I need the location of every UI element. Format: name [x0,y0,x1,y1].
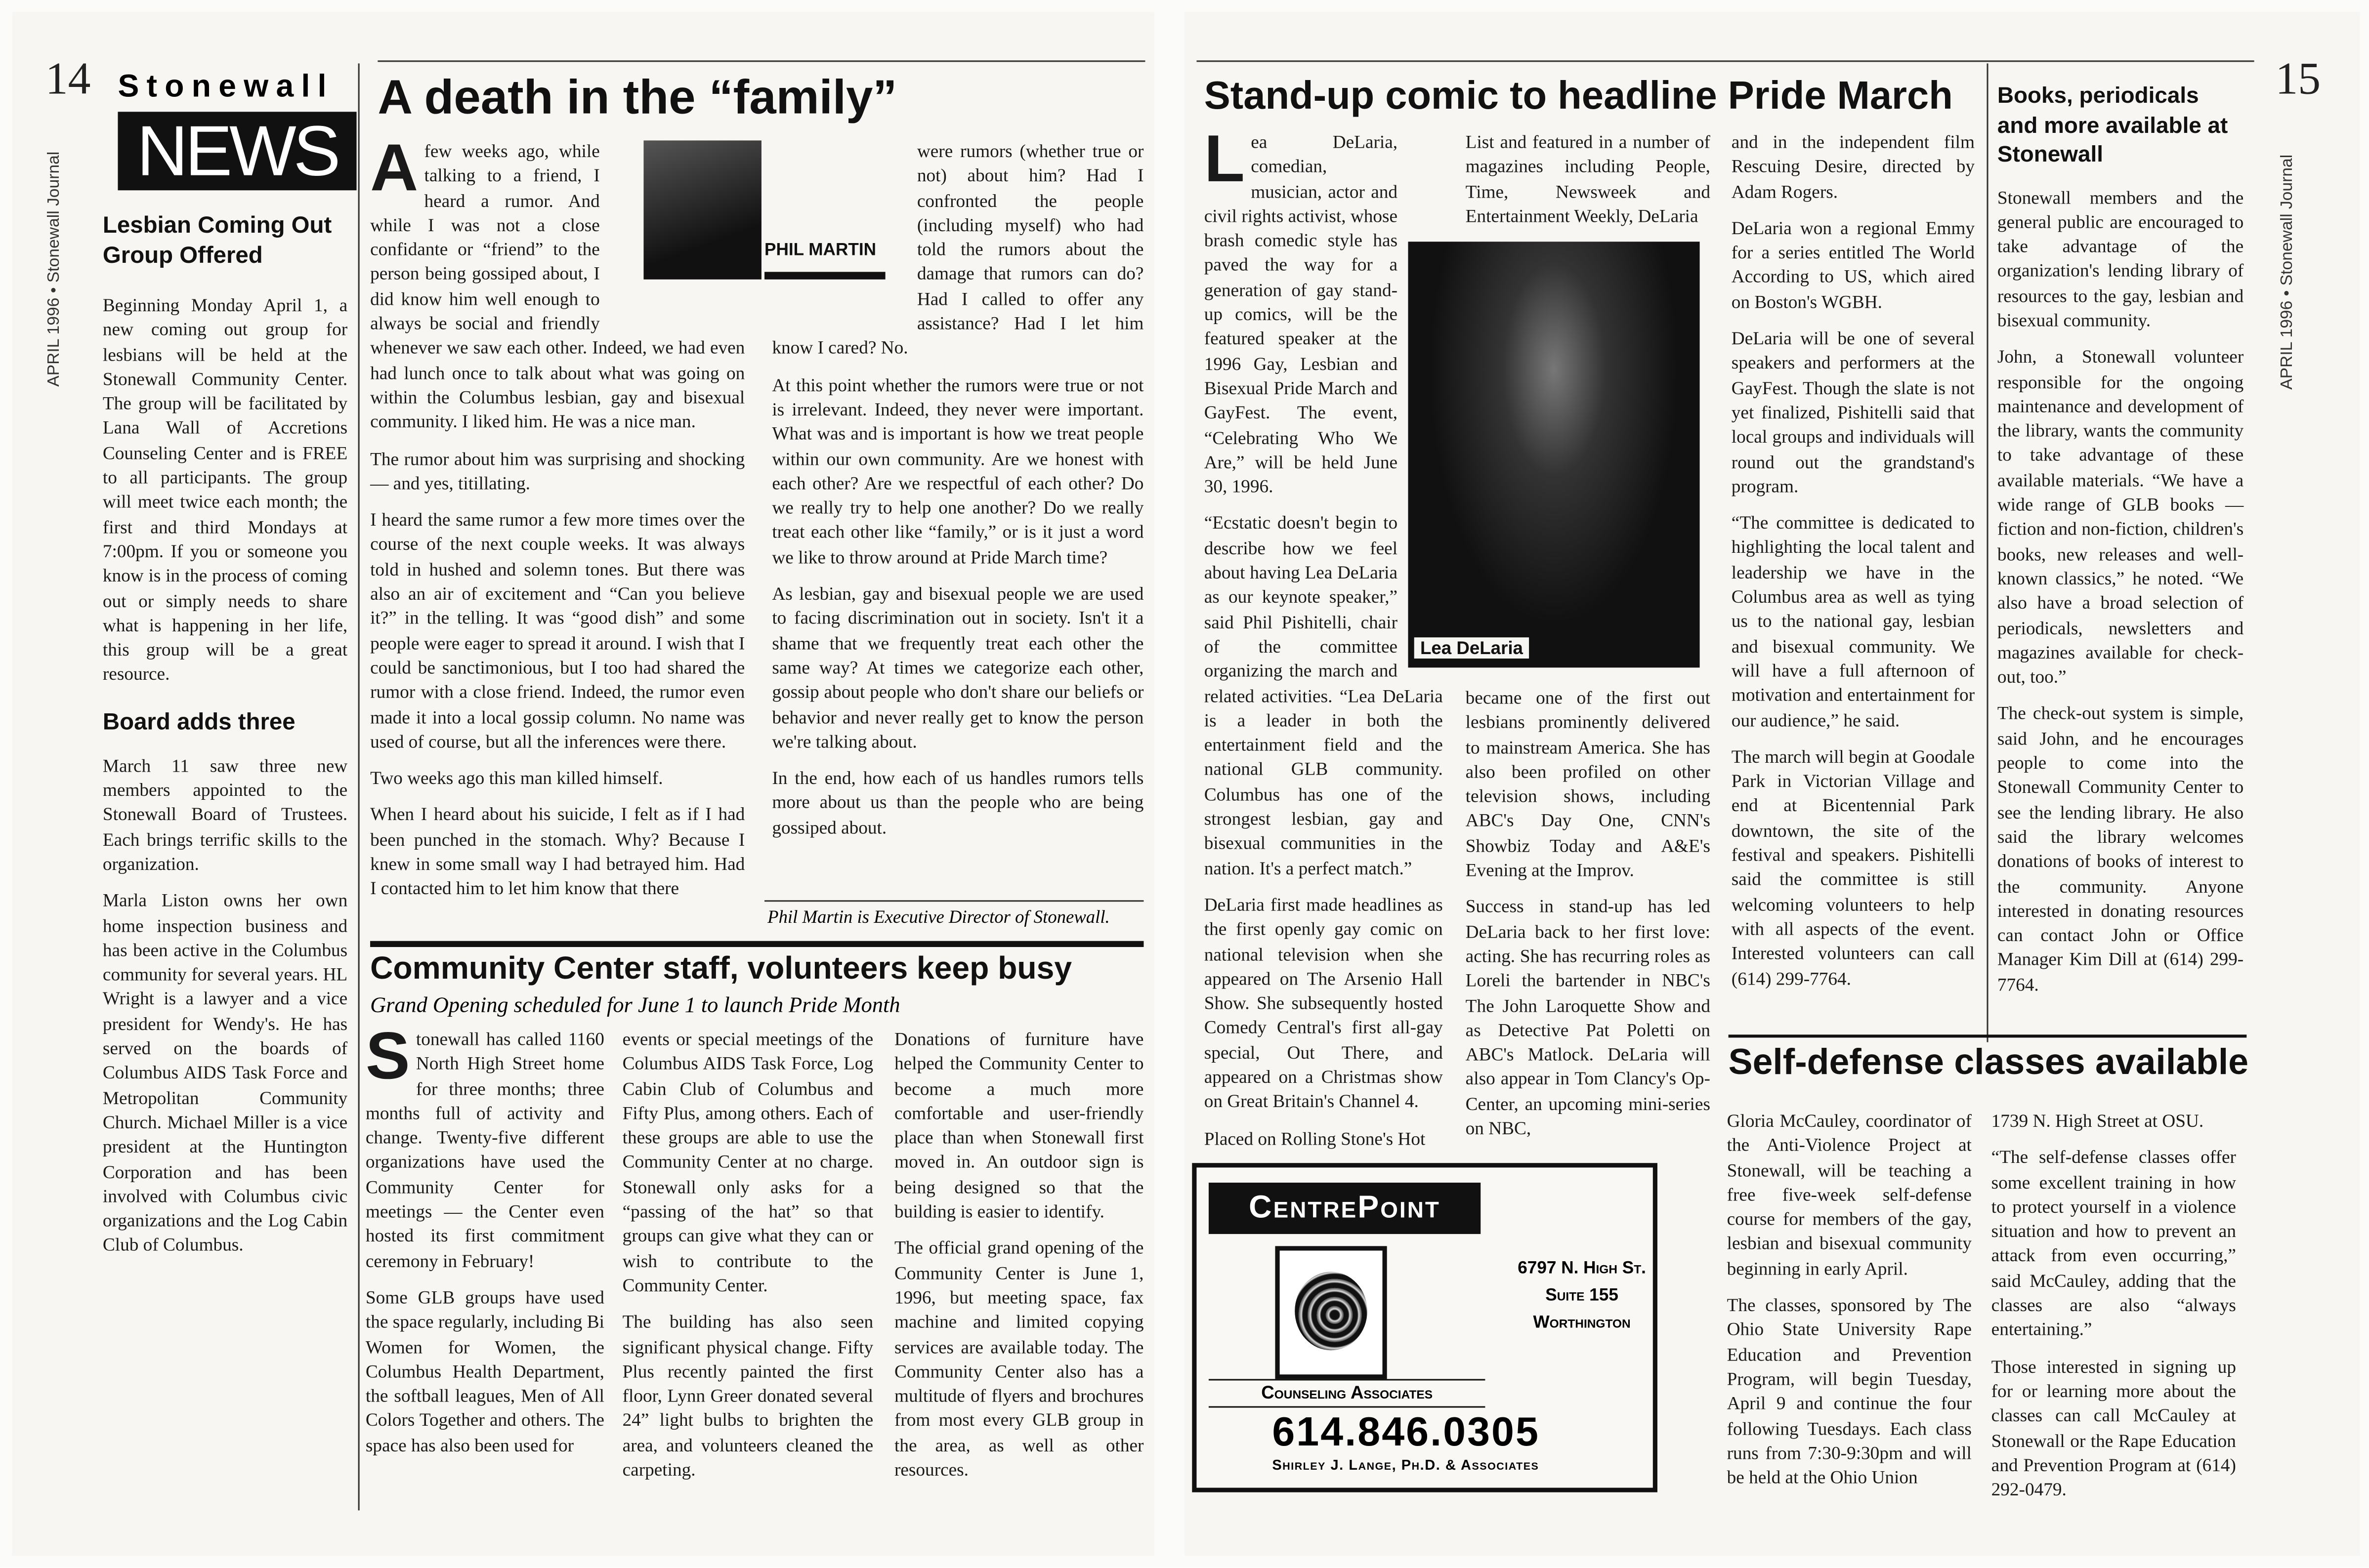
paragraph: became one of the first out lesbians prominently delivered to mainstream America. She has also been profiled on other television shows, including ABC's Day One, CNN's Showbiz Today and A&E's Evening at the Improv. [1465,687,1710,881]
paragraphs [1466,686,1710,1141]
paragraph: The march will begin at Goodale Park in Victorian Village and end at Bicentennial Park downtown, the site of the festival and speakers. Pishitelli said the committee is still welcoming volunteers to help with all aspects of the event. Interested volunteers can call (614) 299-7764. [1731,745,1975,989]
top-rule [378,60,1145,62]
ad-tagline: Counseling Associates [1261,1382,1433,1403]
centrepoint-ad[interactable] [1192,1163,1657,1492]
ad-address [1506,1255,1657,1337]
paragraphs [1466,130,1710,228]
column-divider [358,63,360,1510]
paragraphs [1732,130,1975,990]
paragraph: DeLaria won a regional Emmy for a series entitled The World According to US, which aired on Boston's WGBH. [1731,217,1975,313]
article-column [772,139,1143,852]
ad-phone[interactable]: 614.846.0305 [1272,1409,1540,1455]
paragraph: List and featured in a number of magazines including People, Time, Newsweek and Entertainment Weekly, DeLaria [1465,131,1710,227]
paragraph: I heard the same rumor a few more times over the course of the next couple weeks. It was always told in hushed and solemn tones. But there was also an air of excitement and “Can you believe it?” in the telling. It was “good dish” and some people were eager to spread it around. I wish that I could be sanctimonious, but I too had shared the rumor with a close friend. Indeed, the rumor even made it into a local gossip column. No name was used of course, but all the inferences were there. [370,509,745,752]
article-column [1732,130,1975,1003]
photo-caption: PHIL MARTIN [764,242,877,260]
byline: Phil Martin is Executive Director of Stonewall. [767,906,1110,928]
article-column [894,1027,1143,1494]
paragraph: Beginning Monday April 1, a new coming out group for lesbians will be held at the Stonewall Community Center. The group will be facilitated by Lana Wall of Accretions Counseling Center and is FREE to all participants. The group will meet twice each month; the first and third Mondays at 7:00pm. If you or someone you know is in the process of coming out or simply needs to share what is happening in her life, this group will be a great resource. [102,294,348,685]
paragraph: The official grand opening of the Community Center is June 1, 1996, but meeting space, fax machine and limited copying services are available today. The Community Center also has a multitude of flyers and brochures from most every GLB group in the area, as well as other resources. [894,1238,1144,1481]
article-headline: Stand-up comic to headline Pride March [1204,72,1953,118]
paragraph: In the end, how each of us handles rumors tells more about us than the people who are being gossiped about. [772,767,1144,838]
sidebar [1997,82,2243,1009]
paragraph: When I heard about his suicide, I felt as if I had been punched in the stomach. Why? Because I knew in some small way I had betrayed him. Had I contacted him to let him know that there [370,804,745,900]
paragraphs [103,753,347,1258]
shell-logo-icon [1275,1246,1387,1379]
article-column [1727,1109,1972,1502]
paragraph: Placed on Rolling Stone's Hot [1204,1127,1426,1149]
section-rule [370,941,1143,947]
ad-address-line: Worthington [1533,1314,1631,1332]
paragraph: The building has also seen significant physical change. Fifty Plus recently painted the first floor, Lynn Greer donated several 24” light bulbs to brighten the area, and volunteers cleaned the carpeting. [622,1311,874,1481]
paragraph: were rumors (whether true or not) about him? Had I confronted the people (including myself) who had told the rumors about the damage that rumors can do? Had I called to offer any assistance? Had I let him know I cared? No. [772,140,1144,359]
paragraph: DeLaria first made headlines as the first openly gay comic on national television when she appeared on The Arsenio Hall Show. She subsequently hosted Comedy Central's first all-gay special, Out There, and appeared on a Christmas show on Great Britain's Channel 4. [1204,894,1443,1113]
top-rule [1196,60,2254,62]
lea-delaria-photo [1408,242,1699,667]
paragraph: Lea DeLaria, comedian, musician, actor and civil rights activist, whose brash comedic style has paved the way for a generation of gay stand-up comics, will be the featured speaker at the 1996 Gay, Lesbian and Bisexual Pride March and GayFest. The event, “Celebrating Who We Are,” will be held June 30, 1996. [1204,122,1398,497]
paragraph: Gloria McCauley, coordinator of the Anti-Violence Project at Stonewall, will be teaching a free five-week self-defense course for members of the gay, lesbian and bisexual community beginning in early April. [1727,1110,1972,1279]
photo-caption: Lea DeLaria [1414,637,1529,659]
ad-brand: CentrePoint [1209,1183,1481,1234]
article-column [1466,130,1710,241]
paragraph: John, a Stonewall volunteer responsible for the ongoing maintenance and development of the library, wants the community to take advantage of these available materials. “We have a wide range of GLB books — fiction and non-fiction, children's books, new releases and well-known classics,” he noted. “We also have a broad selection of periodicals, newsletters and magazines available for check-out, too.” [1997,346,2244,688]
paragraph: Some GLB groups have used the space regularly, including Bi Women for Women, the Columbus Health Department, the softball leagues, Men of All Colors Together and others. The space has also been used for [365,1286,604,1456]
sidebar-headline: Lesbian Coming Out Group Offered [102,213,332,269]
paragraph: Marla Liston owns her own home inspection business and has been active in the Columbus community for several years. HL Wright is a lawyer and a vice president for Wendy's. He has served on the boards of Columbus AIDS Task Force and Metropolitan Community Church. Michael Miller is a vice president at the Huntington Corporation and has been involved with Columbus civic organizations and the Log Cabin Club of Columbus. [102,890,348,1256]
paragraphs [894,1027,1143,1482]
paragraph: Stonewall has called 1160 North High Street home for three months; three months full of activity and change. Twenty-five different organizations have used the Community Center for meetings — the Center even hosted its first commitment ceremony in February! [365,1019,604,1272]
right-page [1184,12,2360,1556]
paragraphs [1997,185,2243,997]
paragraph: 1739 N. High Street at OSU. [1991,1110,2204,1131]
article-column [365,1019,604,1470]
paragraph: March 11 saw three new members appointed to the Stonewall Board of Trustees. Each brings terrific skills to the organization. [102,754,348,875]
paragraph: Donations of furniture have helped the Community Center to become a much more comfortable and user-friendly place than when Stonewall first moved in. An outdoor sign is being designed so that the building is easier to identify. [894,1029,1144,1222]
page-number: 14 [45,54,91,104]
byline-rule [764,900,1143,902]
paragraph: At this point whether the rumors were true or not is irrelevant. Indeed, they never were important. What was and is important is how we treat people within our own community. Are we honest with each other? Are we respectful of each other? Do we really try to help one another? Do we really treat each other like “family,” or is it just a word we like to throw around at Pride March time? [772,374,1144,568]
running-head: APRIL 1996 • Stonewall Journal [45,151,64,387]
paragraph: Success in stand-up has led DeLaria back to her first love: acting. She has recurring roles as Loreli the bartender in NBC's The John Laroquette Show and as Detective Pat Poletti on ABC's Matlock. DeLaria will also appear in Tom Clancy's Op-Center, an upcoming mini-series on NBC, [1465,896,1710,1139]
paragraph: The rumor about him was surprising and shocking — and yes, titillating. [370,448,745,494]
section-rule [1729,1034,2247,1037]
article-column [1204,122,1443,1163]
paragraph: The check-out system is simple, said John, and he encourages people to come into the Stonewall Community Center to see the lending library. He also said the library welcomes donations of books of interest to the community. Anyone interested in donating resources can contact John or Office Manager Kim Dill at (614) 299-7764. [1997,703,2244,995]
masthead-stonewall: Stonewall [118,69,334,104]
article-headline: Community Center staff, volunteers keep busy [370,951,1072,987]
column-divider [1987,63,1988,1042]
sidebar-headline: Board adds three [102,709,296,736]
paragraph: DeLaria will be one of several speakers and performers at the GayFest. Though the slate is not yet finalized, Pishitelli said that local groups and individuals will round out the grandstand's program. [1731,328,1975,497]
ad-address-line: Suite 155 [1545,1286,1618,1305]
ad-address-line: 6797 N. High St. [1518,1259,1646,1278]
running-head: APRIL 1996 • Stonewall Journal [2278,154,2297,390]
page-number: 15 [2275,54,2321,104]
paragraph: Stonewall members and the general public are encouraged to take advantage of the organization's lending library of resources to the gay, lesbian and bisexual community. [1997,186,2244,331]
article-column [1991,1109,2236,1514]
paragraphs [103,293,347,687]
masthead-news: NEWS [118,112,356,190]
paragraph: The classes, sponsored by The Ohio State University Rape Education and Prevention Program, will begin Tuesday, April 9 and continue the four following Tuesdays. Each class runs from 7:30-9:30pm and will be held at the Ohio Union [1727,1294,1972,1488]
article-column [1466,686,1710,1153]
left-page [12,12,1154,1556]
paragraphs [1727,1109,1972,1490]
paragraph: “The committee is dedicated to highlighting the local talent and leadership we have in the Columbus area as well as tying us to the national gay, lesbian and bisexual community. We will have a full afternoon of motivation and entertainment for our audience,” he said. [1731,512,1975,731]
sidebar [103,211,347,1270]
paragraphs [623,1027,874,1482]
article-column [623,1027,874,1494]
paragraph: “The self-defense classes offer some excellent training in how to protect yourself in a violence situation and how to prevent an attack from even occurring,” said McCauley, adding that the classes are also “always entertaining.” [1991,1147,2236,1341]
sidebar-headline: Books, periodicals and more available at Stonewall [1997,83,2228,168]
paragraphs [1991,1109,2236,1502]
ad-practitioner: Shirley J. Lange, Ph.D. & Associates [1272,1457,1539,1475]
paragraph: Two weeks ago this man killed himself. [370,767,663,789]
paragraphs [365,1019,604,1458]
article-headline: A death in the “family” [378,69,897,124]
article-column [370,131,745,913]
article-subhead: Grand Opening scheduled for June 1 to launch Pride Month [370,993,900,1018]
paragraph: Afew weeks ago, while talking to a friend, I heard a rumor. And while I was not a close confidante or “friend” to the person being gossiped about, I did know him well enough to always be social and friendly whenever we saw each other. Indeed, we had even had lunch once to talk about what was going on within the Columbus lesbian, gay and bisexual community. I liked him. He was a nice man. [370,131,745,433]
paragraph: “Ecstatic doesn't begin to describe how we feel about having Lea DeLaria as our keynote speaker,” said Phil Pishitelli, chair of the committee organizing the march and related activities. “Lea DeLaria is a leader in both the entertainment field and the national GLB community. Columbus has one of the strongest lesbian, gay and bisexual communities in the nation. It's a perfect match.” [1204,512,1443,879]
paragraph: and in the independent film Rescuing Desire, directed by Adam Rogers. [1731,131,1975,202]
article-headline: Self-defense classes available [1728,1042,2249,1083]
paragraph: Those interested in signing up for or learning more about the classes can call McCauley at Stonewall or the Rape Education and Prevention Program at (614) 292-0479. [1991,1356,2236,1500]
paragraph: As lesbian, gay and bisexual people we are used to facing discrimination out in society. Isn't it a shame that we frequently treat each other the same way? At times we categorize each other, gossip about people who don't share our beliefs or behavior and never really get to know the person we're talking about. [772,583,1144,752]
paragraph: events or special meetings of the Columbus AIDS Task Force, Log Cabin Club of Columbus and Fifty Plus, among others. Each of these groups are able to use the Community Center at no charge. Stonewall only asks for a “passing of the hat” so that groups can give what they can or wish to contribute to the Community Center. [622,1029,874,1296]
